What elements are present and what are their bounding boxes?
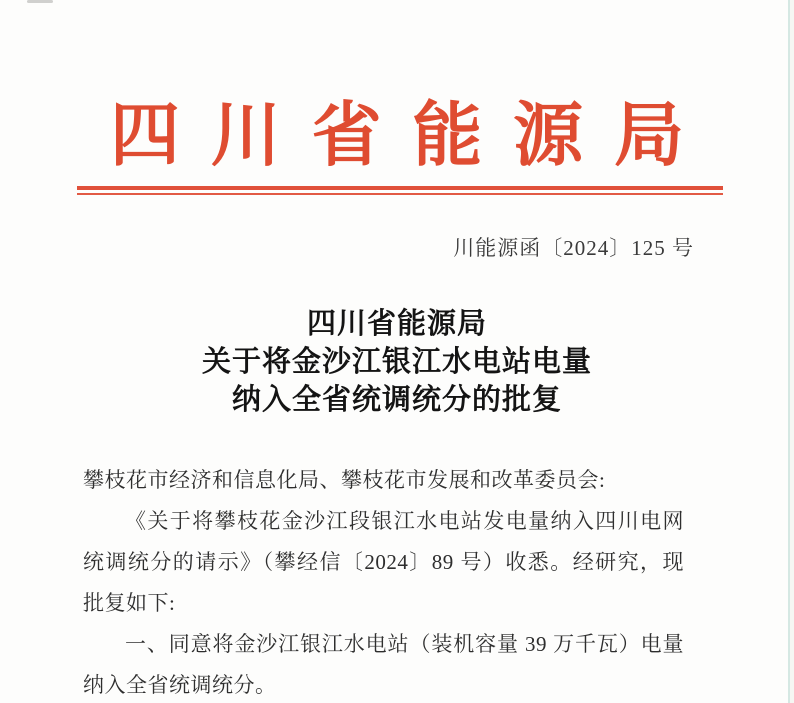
letterhead-rule-thick <box>77 186 723 190</box>
scan-page-edge <box>790 0 794 703</box>
body-line-request-title: 《关于将攀枝花金沙江段银江水电站发电量纳入四川电网 <box>125 509 684 533</box>
title-line-3: 纳入全省统调统分的批复 <box>231 384 562 416</box>
body-line-item-one-continued: 纳入全省统调统分。 <box>83 673 277 697</box>
title-line-2: 关于将金沙江银江水电站电量 <box>201 346 592 378</box>
letterhead-rule-thin <box>77 193 723 195</box>
document-title <box>0 305 794 419</box>
document-body <box>83 460 684 703</box>
scan-smudge-artifact <box>27 0 53 3</box>
body-salutation: 攀枝花市经济和信息化局、攀枝花市发展和改革委员会: <box>83 468 606 492</box>
agency-letterhead: 四川省能源局 <box>109 98 715 175</box>
body-line-item-one: 一、同意将金沙江银江水电站（装机容量 39 万千瓦）电量 <box>125 632 684 656</box>
body-line-reply-intro: 批复如下: <box>83 591 176 615</box>
body-line-request-continued: 统调统分的请示》（攀经信〔2024〕89 号）收悉。经研究，现 <box>83 550 684 574</box>
document-number: 川能源函〔2024〕125 号 <box>453 236 694 260</box>
scan-edge-line-artifact <box>788 0 790 703</box>
title-line-1: 四川省能源局 <box>306 308 487 340</box>
